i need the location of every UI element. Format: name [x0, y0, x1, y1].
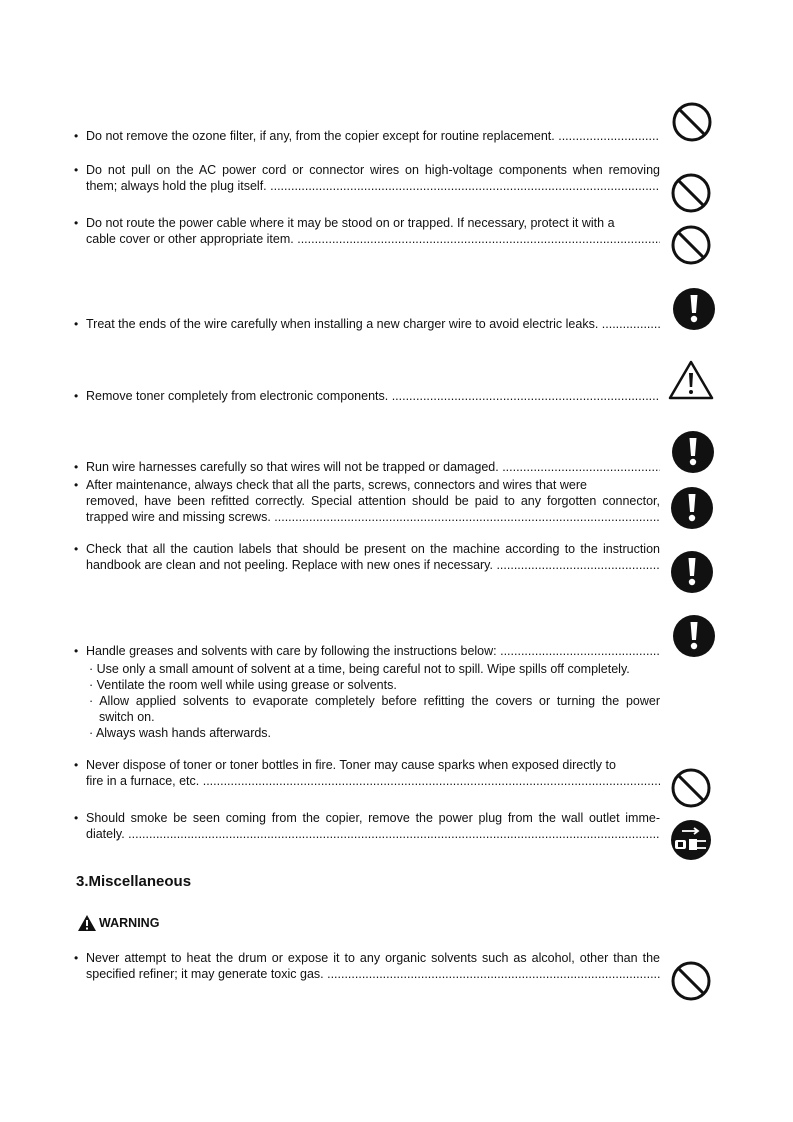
item-after-maintenance-line1: After maintenance, always check that all the parts, screws, connectors and wires that were	[86, 478, 587, 492]
bullet: •	[74, 460, 79, 474]
bullet: •	[74, 216, 79, 230]
sub-item-switch-on: switch on.	[99, 710, 155, 724]
item-caution-labels-line1: Check that all the caution labels that should be present on the machine according to the instruction	[86, 542, 660, 556]
bullet: •	[74, 317, 79, 331]
item-after-maintenance-line2: removed, have been refitted correctly. Special attention should be paid to any forgotten connector,	[86, 494, 660, 508]
bullet: •	[74, 163, 79, 177]
item-caution-labels-line2: handbook are clean and not peeling. Replace with new ones if necessary. .....	[86, 557, 660, 573]
sub-item-wash-hands: · Always wash hands afterwards.	[89, 726, 272, 740]
mandatory-icon	[671, 430, 715, 474]
mandatory-icon	[672, 614, 716, 658]
item-remove-toner: Remove toner completely from electronic components. .....	[86, 388, 660, 404]
bullet: •	[74, 389, 79, 403]
sub-item-ventilate: · Ventilate the room well while using grease or solvents.	[89, 678, 397, 692]
item-power-cable-line2: cable cover or other appropriate item. .....	[86, 231, 660, 247]
sub-item-evaporate: · Allow applied solvents to evaporate completely before refitting the covers or turning the power	[89, 694, 660, 708]
item-smoke-line1: Should smoke be seen coming from the copier, remove the power plug from the wall outlet imme-	[86, 811, 660, 825]
mandatory-icon	[672, 287, 716, 331]
item-power-cord-line1: Do not pull on the AC power cord or connector wires on high-voltage components when removing	[86, 163, 660, 177]
item-ozone-filter: Do not remove the ozone filter, if any, from the copier except for routine replacement. .....	[86, 128, 660, 144]
item-power-cord-line2: them; always hold the plug itself. .....	[86, 178, 660, 194]
bullet: •	[74, 478, 79, 492]
prohibited-icon	[670, 767, 712, 809]
prohibited-icon	[670, 960, 712, 1002]
item-smoke-line2: diately. .....	[86, 826, 660, 842]
prohibited-icon	[670, 172, 712, 214]
prohibited-icon	[670, 224, 712, 266]
warning-label	[77, 914, 159, 932]
item-wire-harnesses: Run wire harnesses carefully so that wires will not be trapped or damaged. .....	[86, 459, 660, 475]
item-toner-fire-line2: fire in a furnace, etc. .....	[86, 773, 660, 789]
unplug-icon	[670, 819, 712, 861]
item-drum-solvents-line2: specified refiner; it may generate toxic gas. .....	[86, 966, 660, 982]
item-greases-solvents: Handle greases and solvents with care by following the instructions below: .....	[86, 643, 660, 659]
caution-icon	[668, 359, 714, 401]
prohibited-icon	[671, 101, 713, 143]
mandatory-icon	[670, 550, 714, 594]
bullet: •	[74, 129, 79, 143]
sub-item-small-solvent: · Use only a small amount of solvent at a time, being careful not to spill. Wipe spills off completely.	[89, 662, 630, 676]
mandatory-icon	[670, 486, 714, 530]
bullet: •	[74, 811, 79, 825]
warning-triangle-icon	[77, 914, 97, 932]
warning-text: WARNING	[99, 916, 160, 930]
item-drum-solvents-line1: Never attempt to heat the drum or expose it to any organic solvents such as alcohol, other than the	[86, 951, 660, 965]
item-toner-fire-line1: Never dispose of toner or toner bottles in fire. Toner may cause sparks when exposed directly to	[86, 758, 616, 772]
bullet: •	[74, 644, 79, 658]
section-heading: 3.Miscellaneous	[76, 873, 192, 890]
item-power-cable-line1: Do not route the power cable where it may be stood on or trapped. If necessary, protect it with a	[86, 216, 615, 230]
item-after-maintenance-line3: trapped wire and missing screws. .....	[86, 509, 660, 525]
bullet: •	[74, 758, 79, 772]
bullet: •	[74, 542, 79, 556]
item-charger-wire: Treat the ends of the wire carefully when installing a new charger wire to avoid electric leaks. .....	[86, 316, 660, 332]
bullet: •	[74, 951, 79, 965]
